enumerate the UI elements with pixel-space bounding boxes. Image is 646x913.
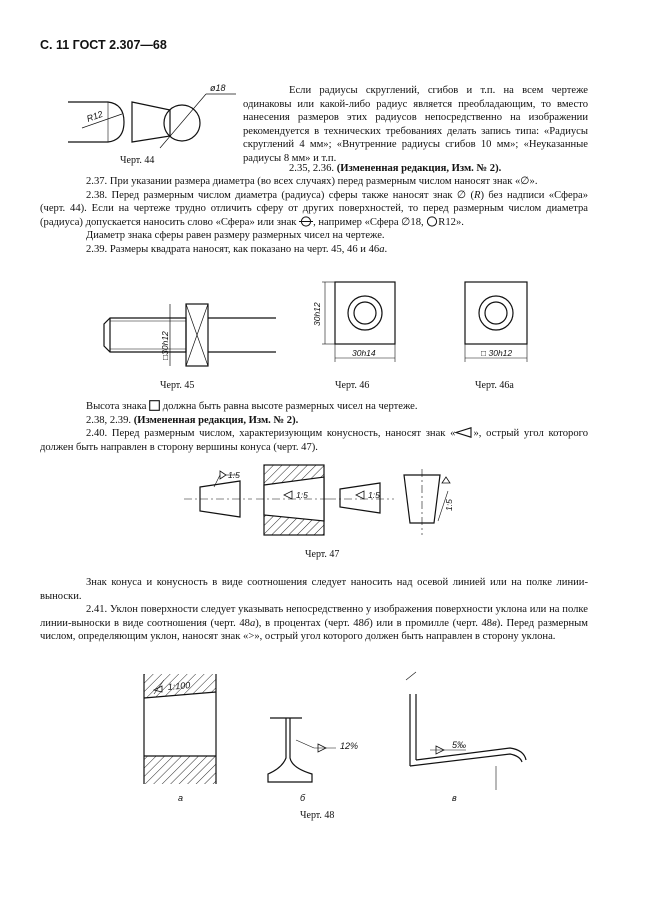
para-cone-placement: Знак конуса и конусность в виде соотношения следует наносить над осевой линией или на полке линии-выноски.: [40, 577, 588, 602]
figure-45-drawing: [100, 300, 280, 370]
fig48-sub-a: а: [178, 793, 184, 803]
sphere-sign-icon: [299, 216, 313, 227]
para-2-40: 2.40. Перед размерным числом, характеризующим конусность, наносят знак « », острый угол которого должен быть направлен в сторону вершины конуса (черт. 47).: [40, 428, 588, 453]
para-2-39: 2.39. Размеры квадрата наносят, как показано на черт. 45, 46 и 46а.: [86, 243, 388, 255]
fig44-diameter-label: ø18: [210, 83, 226, 93]
figure-44-caption: Черт. 44: [120, 155, 155, 166]
para-2-41: 2.41. Уклон поверхности следует указывать непосредственно у изображения поверхности уклона или на полке линии-выноски в виде соотношения (черт. 48а), в процентах (черт. 48б) или в промилле (черт. 48в). Перед размерным числом, определяющим уклон, наносят знак «>», острый угол которого должен быть направлен в сторону уклона.: [40, 604, 588, 643]
fig46-vertical-label: 30h12: [312, 302, 322, 326]
note-2-35: [289, 162, 589, 176]
fig47-label-3: 1:5: [368, 490, 380, 500]
note-2-35-amend: (Измененная редакция, Изм. № 2).: [336, 163, 502, 174]
main-text-block: [40, 175, 588, 257]
para-2-38: 2.38. Перед размерным числом диаметра (радиуса) сферы также наносят знак ∅ (R) без надписи «Сфера» (черт. 44). Если на чертеже трудно отличить сферу от других поверхностей, то перед размерным числом диаметра (радиуса) допускается наносить слово «Сфера» или знак , например «Сфера ∅18, R12».: [40, 189, 588, 228]
fig47-label-4: 1:5: [444, 499, 454, 511]
note-2-38: 2.38, 2.39. (Измененная редакция, Изм. № 2).: [86, 414, 299, 426]
figure-46-drawing: [300, 270, 410, 370]
fig48-sub-b: б: [300, 793, 306, 803]
fig46-horizontal-label: 30h14: [352, 348, 376, 358]
figure-47-caption: Черт. 47: [305, 549, 340, 560]
para-square-sign: Высота знака должна быть равна высоте размерных чисел на чертеже.: [86, 401, 418, 412]
figure-48-drawing: [140, 670, 540, 805]
fig45-label: □30h12: [160, 331, 170, 360]
fig47-label-2: 1:5: [296, 490, 308, 500]
fig48-sub-c: в: [452, 793, 457, 803]
figure-46a-drawing: [455, 270, 545, 370]
sphere-sign-icon-2: [426, 216, 438, 227]
paragraph-radii: [243, 84, 588, 166]
fig47-label-1: 1:5: [228, 470, 240, 480]
figure-48-caption: Черт. 48: [300, 810, 335, 821]
square-sign-icon: [149, 400, 160, 411]
para-radii-text: Если радиусы скруглений, сгибов и т.п. на всем чертеже одинаковы или какой-либо радиус является преобладающим, то вместо нанесения размеров этих радиусов непосредственно на изображении рекомендуется в технических требованиях делать запись типа: «Радиусы скруглений 4 мм»; «Внутренние радиусы сгибов 10 мм»; «Неуказанные радиусы 8 мм» и т.п.: [243, 85, 588, 164]
note-2-35-num: 2.35, 2.36.: [289, 163, 335, 174]
figure-45-caption: Черт. 45: [160, 380, 195, 391]
fig48-label-a: 1:100: [167, 680, 191, 692]
text-block-slope: [40, 576, 588, 644]
para-2-37: 2.37. При указании размера диаметра (во всех случаях) перед размерным числом наносят знак «∅».: [86, 176, 538, 187]
page-header: С. 11 ГОСТ 2.307—68: [40, 38, 167, 52]
figure-46-caption: Черт. 46: [335, 380, 370, 391]
para-sphere-size: Диаметр знака сферы равен размеру размерных чисел на чертеже.: [86, 230, 385, 242]
fig48-label-b: 12%: [340, 741, 359, 751]
figure-47-drawing: [180, 465, 480, 540]
fig44-radius-label: R12: [85, 108, 105, 124]
text-block-square: [40, 400, 588, 454]
figure-44-drawing: [60, 80, 240, 160]
cone-sign-icon: [455, 427, 473, 438]
fig48-label-c: 5‰: [452, 740, 467, 750]
fig46a-label: □ 30h12: [481, 348, 513, 358]
figure-46a-caption: Черт. 46а: [475, 380, 514, 391]
